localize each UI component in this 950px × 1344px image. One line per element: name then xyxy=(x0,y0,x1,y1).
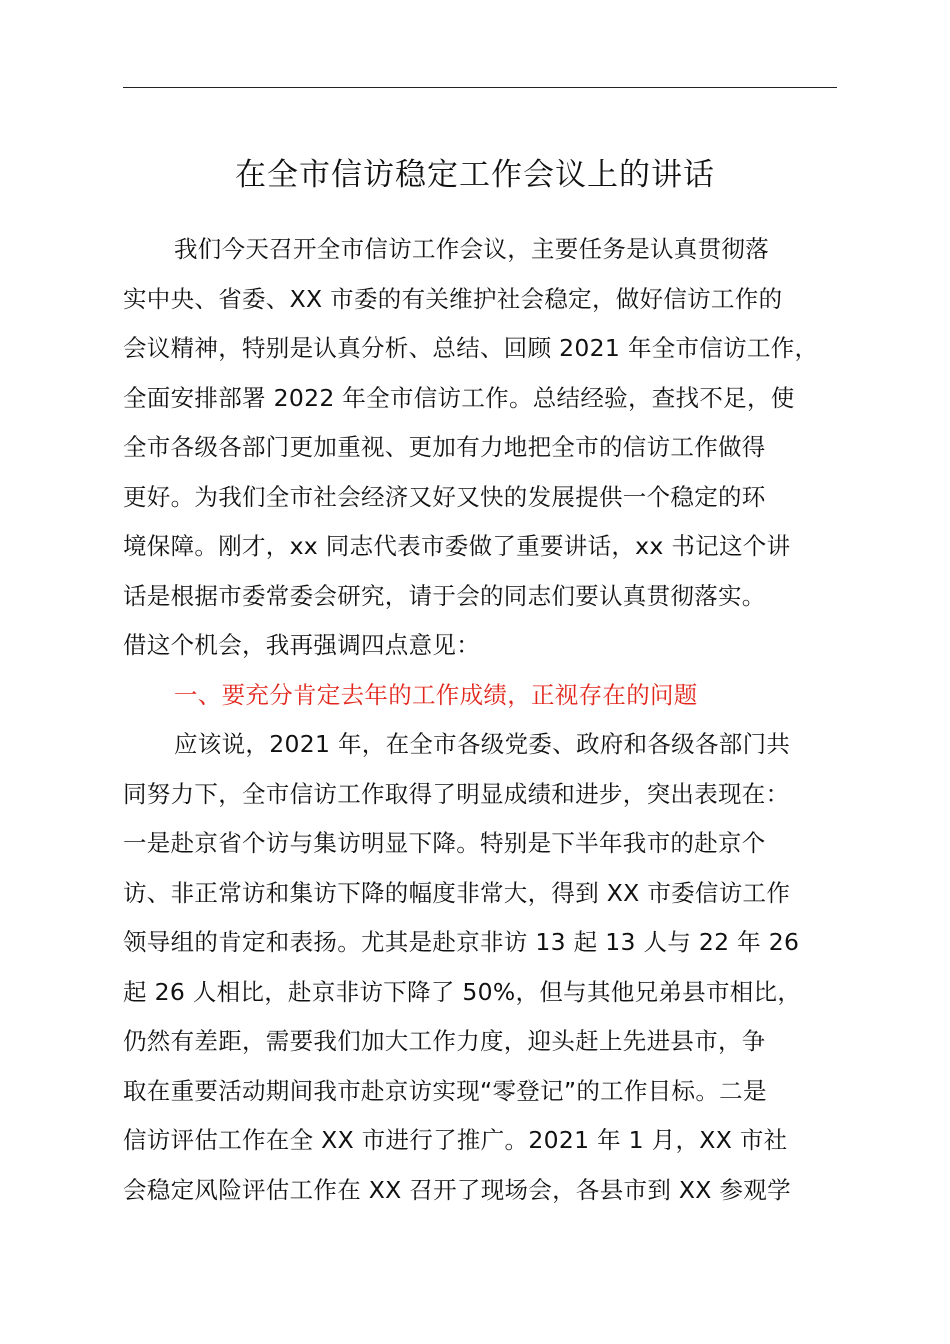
paragraph-line: 同努力下，全市信访工作取得了明显成绩和进步，突出表现在： xyxy=(123,779,790,808)
paragraph-line: 一是赴京省个访与集访明显下降。特别是下半年我市的赴京个 xyxy=(123,829,766,857)
paragraph-line: 访、非正常访和集访下降的幅度非常大，得到 XX 市委信访工作 xyxy=(123,878,791,907)
header-rule xyxy=(123,87,837,88)
paragraph-line: 取在重要活动期间我市赴京访实现“零登记”的工作目标。二是 xyxy=(123,1076,767,1105)
section-heading: 一、要充分肯定去年的工作成绩，正视存在的问题 xyxy=(174,680,698,709)
paragraph-line: 会稳定风险评估工作在 XX 召开了现场会，各县市到 XX 参观学 xyxy=(123,1175,791,1204)
paragraph-line: 话是根据市委常委会研究，请于会的同志们要认真贯彻落实。 xyxy=(123,581,766,610)
paragraph-line: 境保障。刚才，xx 同志代表市委做了重要讲话，xx 书记这个讲 xyxy=(123,532,791,560)
document-body xyxy=(123,225,843,1215)
paragraph-line: 领导组的肯定和表扬。尤其是赴京非访 13 起 13 人与 22 年 26 xyxy=(123,928,800,956)
paragraph-line: 仍然有差距，需要我们加大工作力度，迎头赶上先进县市，争 xyxy=(123,1027,766,1055)
paragraph-line: 我们今天召开全市信访工作会议，主要任务是认真贯彻落 xyxy=(174,235,769,263)
paragraph-line: 应该说，2021 年，在全市各级党委、政府和各级各部门共 xyxy=(174,730,791,758)
paragraph-line: 会议精神，特别是认真分析、总结、回顾 2021 年全市信访工作， xyxy=(123,334,819,362)
paragraph-line: 信访评估工作在全 XX 市进行了推广。2021 年 1 月，XX 市社 xyxy=(123,1126,788,1154)
paragraph-line: 全市各级各部门更加重视、更加有力地把全市的信访工作做得 xyxy=(123,433,766,461)
paragraph-line: 更好。为我们全市社会经济又好又快的发展提供一个稳定的环 xyxy=(123,482,766,511)
paragraph-line: 全面安排部署 2022 年全市信访工作。总结经验，查找不足，使 xyxy=(123,383,795,412)
page-title: 在全市信访稳定工作会议上的讲话 xyxy=(235,157,715,193)
paragraph-line: 实中央、省委、XX 市委的有关维护社会稳定，做好信访工作的 xyxy=(123,284,783,313)
paragraph-line: 起 26 人相比，赴京非访下降了 50%，但与其他兄弟县市相比， xyxy=(123,977,802,1006)
paragraph-line: 借这个机会，我再强调四点意见： xyxy=(123,631,480,659)
